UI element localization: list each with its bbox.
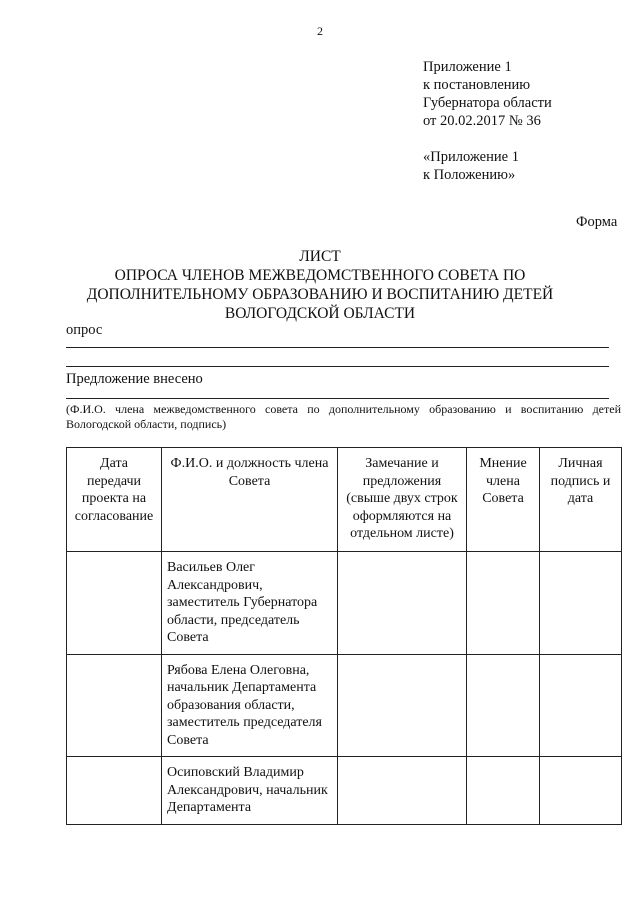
cell-opinion	[467, 552, 540, 655]
cell-member: Осиповский Владимир Александрович, начальник Департамента	[162, 757, 338, 825]
fill-line-opros-1	[66, 347, 609, 348]
cell-member: Рябова Елена Олеговна, начальник Департамента образования области, заместитель председателя Совета	[162, 654, 338, 757]
cell-remarks	[338, 757, 467, 825]
title-line: ОПРОСА ЧЛЕНОВ МЕЖВЕДОМСТВЕННОГО СОВЕТА ПО	[114, 267, 526, 284]
title-line: ВОЛОГОДСКОЙ ОБЛАСТИ	[224, 305, 416, 322]
cell-date	[67, 654, 162, 757]
cell-remarks	[338, 552, 467, 655]
annex-block	[423, 58, 552, 130]
cell-opinion	[467, 757, 540, 825]
annex-line: Губернатора области	[423, 95, 552, 111]
annex-line: Приложение 1	[423, 59, 512, 75]
annex-position-line: к Положению»	[423, 167, 516, 183]
document-title	[60, 247, 580, 323]
fill-line-proposal	[66, 398, 609, 399]
annex-line: к постановлению	[423, 77, 531, 93]
header-signature: Личная подпись и дата	[540, 448, 622, 552]
survey-table	[66, 447, 622, 825]
header-opinion: Мнение члена Совета	[467, 448, 540, 552]
page-number: 2	[317, 24, 323, 38]
fio-note: (Ф.И.О. члена межведомственного совета по дополнительному образованию и воспитанию детей Вологодской области, подпись)	[66, 402, 621, 431]
cell-remarks	[338, 654, 467, 757]
cell-opinion	[467, 654, 540, 757]
annex-position-block	[423, 148, 519, 184]
annex-line: от 20.02.2017 № 36	[423, 113, 541, 129]
proposal-label: Предложение внесено	[66, 371, 203, 387]
table-header-row	[67, 448, 622, 552]
cell-signature	[540, 757, 622, 825]
cell-signature	[540, 654, 622, 757]
title-line: ДОПОЛНИТЕЛЬНОМУ ОБРАЗОВАНИЮ И ВОСПИТАНИЮ ДЕТЕЙ	[86, 286, 554, 303]
form-label: Форма	[576, 214, 618, 230]
cell-date	[67, 552, 162, 655]
table-row	[67, 757, 622, 825]
annex-position-line: «Приложение 1	[423, 149, 519, 165]
header-member: Ф.И.О. и должность члена Совета	[162, 448, 338, 552]
cell-date	[67, 757, 162, 825]
cell-signature	[540, 552, 622, 655]
cell-member: Васильев Олег Александрович, заместитель Губернатора области, председатель Совета	[162, 552, 338, 655]
title-line: ЛИСТ	[299, 248, 341, 265]
table-row	[67, 552, 622, 655]
fill-line-opros-2	[66, 366, 609, 367]
header-date: Дата передачи проекта на согласование	[67, 448, 162, 552]
table-row	[67, 654, 622, 757]
header-remarks: Замечание и предложения (свыше двух строк оформляются на отдельном листе)	[338, 448, 467, 552]
opros-label: опрос	[66, 322, 103, 338]
